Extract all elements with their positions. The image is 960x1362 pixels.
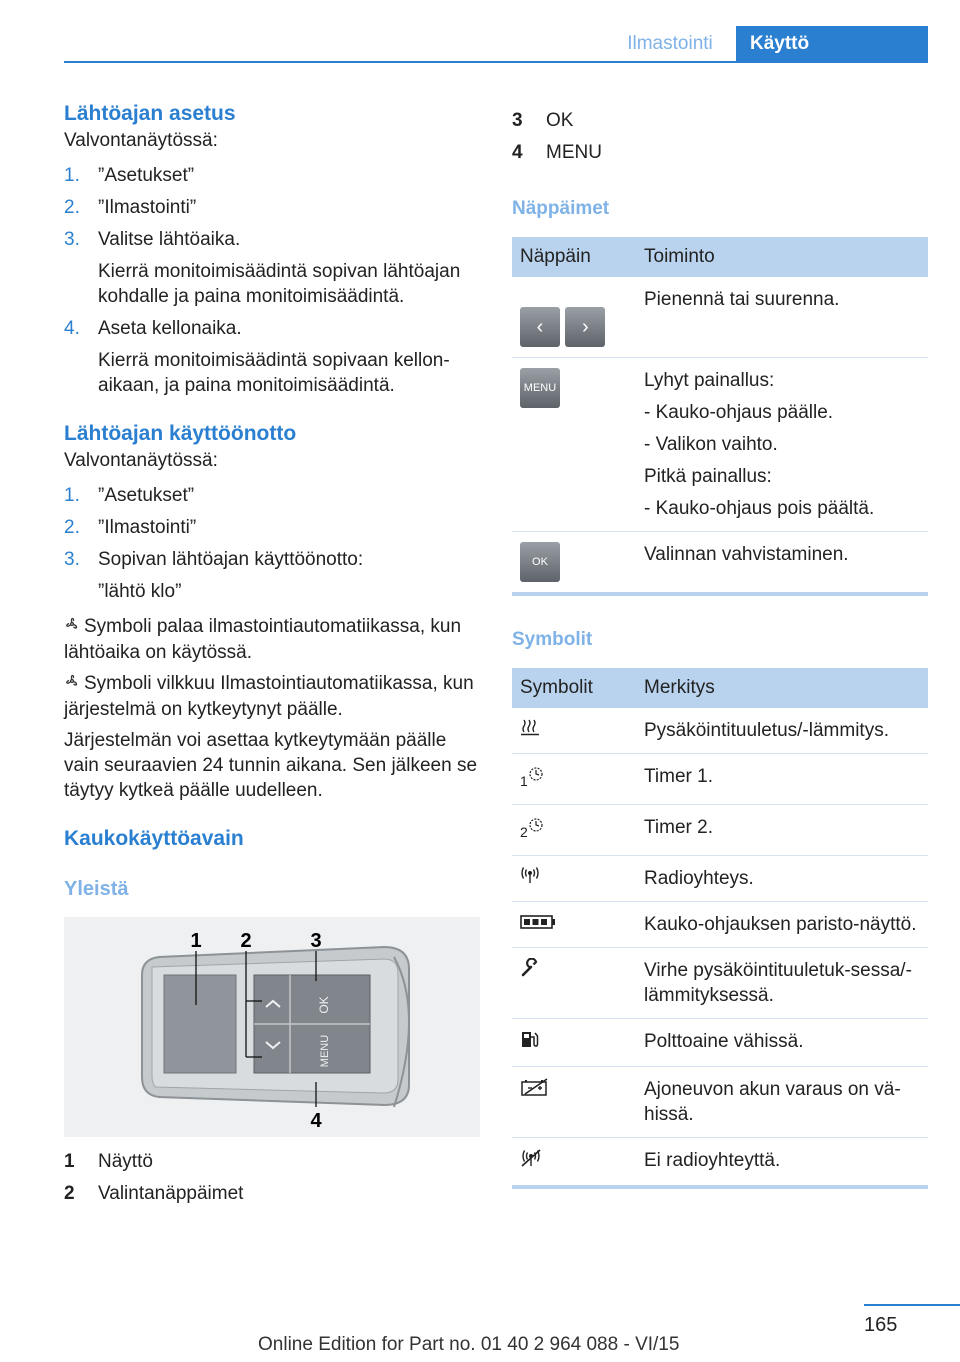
footer-rule bbox=[864, 1304, 960, 1306]
s2-paragraph-1 bbox=[64, 614, 484, 665]
s2-p2-text: Symboli vilkkuu Ilmastointiautomatiikassa, kun järjestelmä on kytkeytynyt päälle. bbox=[64, 673, 474, 720]
cell-line: - Kauko-ohjaus pois päältä. bbox=[644, 498, 875, 519]
table-cell bbox=[512, 277, 636, 358]
cell-line: - Valikon vaihto. bbox=[644, 434, 778, 455]
table-row bbox=[512, 902, 928, 948]
legend-row bbox=[512, 140, 928, 165]
table-row bbox=[512, 358, 928, 532]
step-number: 3. bbox=[64, 549, 80, 570]
table-cell: Pienennä tai suurenna. bbox=[636, 277, 928, 358]
subsection-title-symbolit: Symbolit bbox=[512, 629, 593, 650]
step-text: Sopivan lähtöajan käyttöönotto: bbox=[98, 549, 364, 570]
s2-paragraph-3: Järjestelmän voi asettaa kytkeytymään päälle vain seuraavien 24 tunnin aikana. Sen jälkeen se täytyy kytkeä päälle uudelleen. bbox=[64, 730, 478, 801]
section-title-lahtoajan-kayttoonotto: Lähtöajan käyttöönotto bbox=[64, 422, 297, 445]
table-cell: Kauko-ohjauksen paristo‐näyttö. bbox=[636, 902, 928, 948]
table-cell: Polttoaine vähissä. bbox=[636, 1019, 928, 1067]
step-text: Valitse lähtöaika. bbox=[98, 229, 241, 250]
step-text: ”Ilmastointi” bbox=[98, 197, 197, 218]
step-text: Kierrä monitoimisäädintä sopivan lähtöajan kohdalle ja paina monitoimisäädintä. bbox=[98, 261, 461, 307]
legend-key: 3 bbox=[512, 110, 523, 131]
step-number: 2. bbox=[64, 517, 80, 538]
legend-value: Valintanäppäimet bbox=[98, 1183, 244, 1204]
s2-steps bbox=[64, 483, 484, 604]
step-number: 3. bbox=[64, 229, 80, 250]
step-number bbox=[64, 579, 98, 604]
header-rule bbox=[64, 61, 928, 63]
s2-paragraph-2 bbox=[64, 671, 484, 722]
table-row bbox=[512, 1067, 928, 1138]
table-row bbox=[512, 1019, 928, 1067]
timer-number: 1 bbox=[520, 773, 528, 789]
timer2-icon bbox=[512, 805, 636, 856]
section-title-kaukokayttoavain: Kaukokäyttöavain bbox=[64, 827, 244, 850]
step-number: 1. bbox=[64, 165, 80, 186]
left-column bbox=[64, 100, 484, 1206]
timer1-icon bbox=[512, 754, 636, 805]
table-header-cell: Näppäin bbox=[512, 237, 636, 277]
legend-value: Näyttö bbox=[98, 1151, 153, 1172]
cell-line: Pitkä painallus: bbox=[644, 466, 772, 487]
step-number: 1. bbox=[64, 485, 80, 506]
car-battery-icon bbox=[512, 1067, 636, 1138]
right-column bbox=[512, 108, 928, 1189]
list-item bbox=[64, 579, 484, 604]
step-text: Kierrä monitoimisäädintä sopivaan kellon‐aikaan, ja paina monitoimisäädintä. bbox=[98, 350, 450, 396]
table-cell: Pysäköintituuletus/-lämmitys. bbox=[636, 708, 928, 754]
table-cell: Ajoneuvon akun varaus on vä‐hissä. bbox=[636, 1067, 928, 1138]
legend-row bbox=[64, 1181, 484, 1206]
table-cell: Valinnan vahvistaminen. bbox=[636, 532, 928, 595]
figure-legend bbox=[64, 1149, 484, 1206]
table-header-row bbox=[512, 237, 928, 277]
s2-intro: Valvontanäytössä: bbox=[64, 450, 218, 471]
menu-button-icon: MENU bbox=[520, 368, 560, 408]
s2-p1-text: Symboli palaa ilmastointiautomatiikassa, kun lähtöaika on käytössä. bbox=[64, 616, 462, 663]
step-text: ”Asetukset” bbox=[98, 165, 195, 186]
figure-label-3: 3 bbox=[310, 930, 322, 952]
step-number: 4. bbox=[64, 318, 80, 339]
step-text: Aseta kellonaika. bbox=[98, 318, 242, 339]
step-text: ”Asetukset” bbox=[98, 485, 195, 506]
subsection-title-nappaimet: Näppäimet bbox=[512, 198, 610, 219]
section-title-lahtoajan-asetus: Lähtöajan asetus bbox=[64, 102, 236, 125]
list-item bbox=[64, 515, 484, 540]
figure-label-2: 2 bbox=[240, 930, 252, 952]
table-header-cell: Symbolit bbox=[512, 668, 636, 708]
wrench-icon bbox=[512, 948, 636, 1019]
figure-legend-continued bbox=[512, 108, 928, 165]
figure-label-4: 4 bbox=[310, 1110, 322, 1132]
table-cell: Timer 1. bbox=[636, 754, 928, 805]
list-item bbox=[64, 483, 484, 508]
header-tab-kaytto[interactable]: Käyttö bbox=[736, 26, 928, 62]
figure-ok-label: OK bbox=[317, 996, 331, 1014]
legend-row bbox=[64, 1149, 484, 1174]
header-tab-ilmastointi[interactable]: Ilmastointi bbox=[604, 26, 736, 62]
edition-text: Online Edition for Part no. 01 40 2 964 088 - VI/15 bbox=[258, 1334, 680, 1355]
table-cell: Radioyhteys. bbox=[636, 856, 928, 902]
no-radio-icon bbox=[512, 1138, 636, 1188]
table-row bbox=[512, 277, 928, 358]
list-item bbox=[64, 227, 484, 252]
subsection-title-yleista: Yleistä bbox=[64, 878, 129, 900]
table-cell bbox=[636, 358, 928, 532]
table-row bbox=[512, 856, 928, 902]
page-number: 165 bbox=[864, 1314, 898, 1336]
chevron-right-icon: › bbox=[565, 307, 605, 347]
table-cell bbox=[512, 532, 636, 595]
list-item bbox=[64, 259, 484, 309]
list-item bbox=[64, 195, 484, 220]
fan-icon bbox=[64, 615, 84, 640]
legend-value: MENU bbox=[546, 142, 602, 163]
legend-key: 1 bbox=[64, 1151, 75, 1172]
battery-icon bbox=[512, 902, 636, 948]
fan-icon bbox=[64, 672, 84, 697]
cell-line: Lyhyt painallus: bbox=[644, 370, 775, 391]
table-header-cell: Merkitys bbox=[636, 668, 928, 708]
keys-table bbox=[512, 237, 928, 596]
table-row bbox=[512, 532, 928, 595]
table-cell: Ei radioyhteyttä. bbox=[636, 1138, 928, 1188]
legend-key: 4 bbox=[512, 142, 523, 163]
table-header-row bbox=[512, 668, 928, 708]
list-item bbox=[64, 316, 484, 341]
table-cell: Virhe pysäköintituuletuk‐sessa/-lämmityksessä. bbox=[636, 948, 928, 1019]
table-header-cell: Toiminto bbox=[636, 237, 928, 277]
timer-number: 2 bbox=[520, 824, 528, 840]
table-cell: Timer 2. bbox=[636, 805, 928, 856]
s1-steps bbox=[64, 163, 484, 398]
list-item bbox=[64, 163, 484, 188]
remote-key-figure bbox=[64, 917, 480, 1137]
step-number: 2. bbox=[64, 197, 80, 218]
fuel-icon bbox=[512, 1019, 636, 1067]
s1-intro: Valvontanäytössä: bbox=[64, 130, 218, 151]
table-cell bbox=[512, 358, 636, 532]
list-item bbox=[64, 348, 484, 398]
cell-line: - Kauko-ohjaus päälle. bbox=[644, 402, 834, 423]
step-text: ”Ilmastointi” bbox=[98, 517, 197, 538]
legend-row bbox=[512, 108, 928, 133]
figure-label-1: 1 bbox=[190, 930, 202, 952]
table-row bbox=[512, 708, 928, 754]
chevron-left-icon: ‹ bbox=[520, 307, 560, 347]
figure-menu-label: MENU bbox=[319, 1034, 331, 1068]
legend-key: 2 bbox=[64, 1183, 75, 1204]
symbols-table bbox=[512, 668, 928, 1189]
table-row bbox=[512, 805, 928, 856]
table-row bbox=[512, 754, 928, 805]
remote-display bbox=[164, 975, 236, 1073]
table-row bbox=[512, 1138, 928, 1188]
list-item bbox=[64, 547, 484, 572]
ok-button-icon: OK bbox=[520, 542, 560, 582]
table-row bbox=[512, 948, 928, 1019]
step-text: ”lähtö klo” bbox=[98, 581, 182, 602]
heating-icon bbox=[512, 708, 636, 754]
legend-value: OK bbox=[546, 110, 574, 131]
step-number bbox=[64, 259, 98, 309]
step-number bbox=[64, 348, 98, 398]
radio-icon bbox=[512, 856, 636, 902]
